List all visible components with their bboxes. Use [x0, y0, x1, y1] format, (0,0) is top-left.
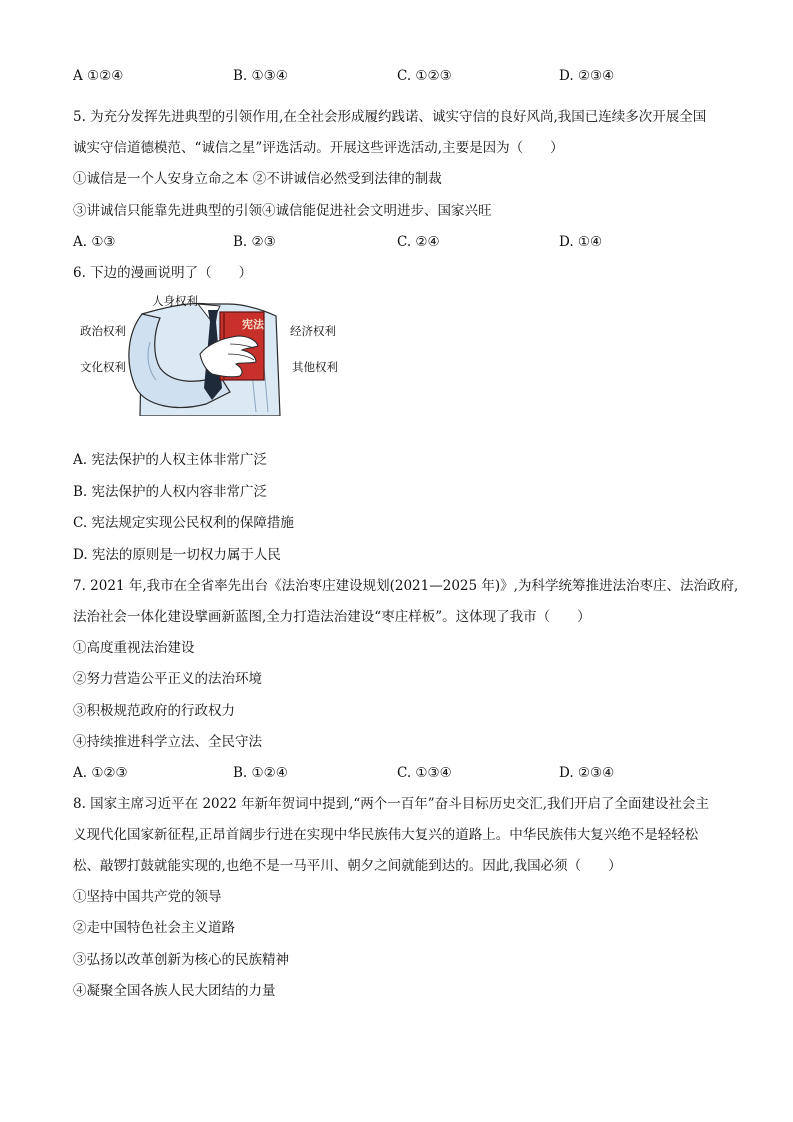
- q5-options: [73, 232, 733, 252]
- q8-statement-1: ①坚持中国共产党的领导: [73, 889, 222, 905]
- q6-option-b[interactable]: B. 宪法保护的人权内容非常广泛: [73, 484, 268, 500]
- q7-stem-line-2: 法治社会一体化建设擘画新蓝图,全力打造法治建设“枣庄样板”。这体现了我市（ ）: [73, 609, 591, 625]
- q8-stem-line-1: 8. 国家主席习近平在 2022 年新年贺词中提到,“两个一百年”奋斗目标历史交汇,我们开启了全面建设社会主: [73, 796, 709, 812]
- q5-option-d[interactable]: D. ①④: [559, 234, 603, 250]
- constitution-cartoon-illustration: [80, 292, 342, 416]
- q7-options: [73, 763, 733, 783]
- q4-option-a[interactable]: A ①②④: [73, 68, 124, 84]
- q7-option-b[interactable]: B. ①②④: [233, 765, 288, 781]
- q4-option-b[interactable]: B. ①③④: [233, 68, 288, 84]
- q8-statement-4: ④凝聚全国各族人民大团结的力量: [73, 983, 276, 999]
- q6-stem: 6. 下边的漫画说明了（ ）: [73, 265, 253, 281]
- q4-option-c[interactable]: C. ①②③: [397, 68, 452, 84]
- q5-option-a[interactable]: A. ①③: [73, 234, 116, 250]
- q6-option-d[interactable]: D. 宪法的原则是一切权力属于人民: [73, 547, 281, 563]
- q8-statement-2: ②走中国特色社会主义道路: [73, 920, 235, 936]
- q8-statement-3: ③弘扬以改革创新为核心的民族精神: [73, 952, 289, 968]
- q5-option-c[interactable]: C. ②④: [397, 234, 440, 250]
- q7-option-a[interactable]: A. ①②③: [73, 765, 128, 781]
- q7-statement-3: ③积极规范政府的行政权力: [73, 703, 235, 719]
- q5-statements-line-2: ③讲诚信只能靠先进典型的引领④诚信能促进社会文明进步、国家兴旺: [73, 203, 492, 219]
- q7-stem-line-1: 7. 2021 年,我市在全省率先出台《法治枣庄建设规划(2021—2025 年)》,为科学统筹推进法治枣庄、法治政府,: [73, 578, 739, 594]
- label-political-rights: 政治权利: [80, 324, 126, 338]
- q4-option-d[interactable]: D. ②③④: [559, 68, 615, 84]
- label-cultural-rights: 文化权利: [80, 360, 126, 374]
- q7-statement-4: ④持续推进科学立法、全民守法: [73, 734, 262, 750]
- q5-stem-line-2: 诚实守信道德模范、“诚信之星”评选活动。开展这些评选活动,主要是因为（ ）: [73, 140, 564, 156]
- q6-option-c[interactable]: C. 宪法规定实现公民权利的保障措施: [73, 515, 294, 531]
- book-title: 宪法: [242, 318, 264, 331]
- q7-option-d[interactable]: D. ②③④: [559, 765, 615, 781]
- q5-statements-line-1: ①诚信是一个人安身立命之本 ②不讲诚信必然受到法律的制裁: [73, 171, 442, 187]
- q7-statement-1: ①高度重视法治建设: [73, 640, 195, 656]
- q5-option-b[interactable]: B. ②③: [233, 234, 276, 250]
- q7-statement-2: ②努力营造公平正义的法治环境: [73, 671, 262, 687]
- label-other-rights: 其他权利: [292, 360, 338, 374]
- label-personal-rights: 人身权利: [152, 294, 198, 308]
- q6-cartoon: [80, 292, 342, 416]
- q7-option-c[interactable]: C. ①③④: [397, 765, 452, 781]
- q8-stem-line-3: 松、敲锣打鼓就能实现的,也绝不是一马平川、朝夕之间就能到达的。因此,我国必须（ ）: [73, 858, 622, 874]
- q8-stem-line-2: 义现代化国家新征程,正昂首阔步行进在实现中华民族伟大复兴的道路上。中华民族伟大复兴绝不是轻轻松: [73, 827, 699, 843]
- label-economic-rights: 经济权利: [290, 324, 336, 338]
- q5-stem-line-1: 5. 为充分发挥先进典型的引领作用,在全社会形成履约践诺、诚实守信的良好风尚,我国已连续多次开展全国: [73, 109, 707, 125]
- q4-options: [73, 66, 733, 86]
- q6-option-a[interactable]: A. 宪法保护的人权主体非常广泛: [73, 452, 267, 468]
